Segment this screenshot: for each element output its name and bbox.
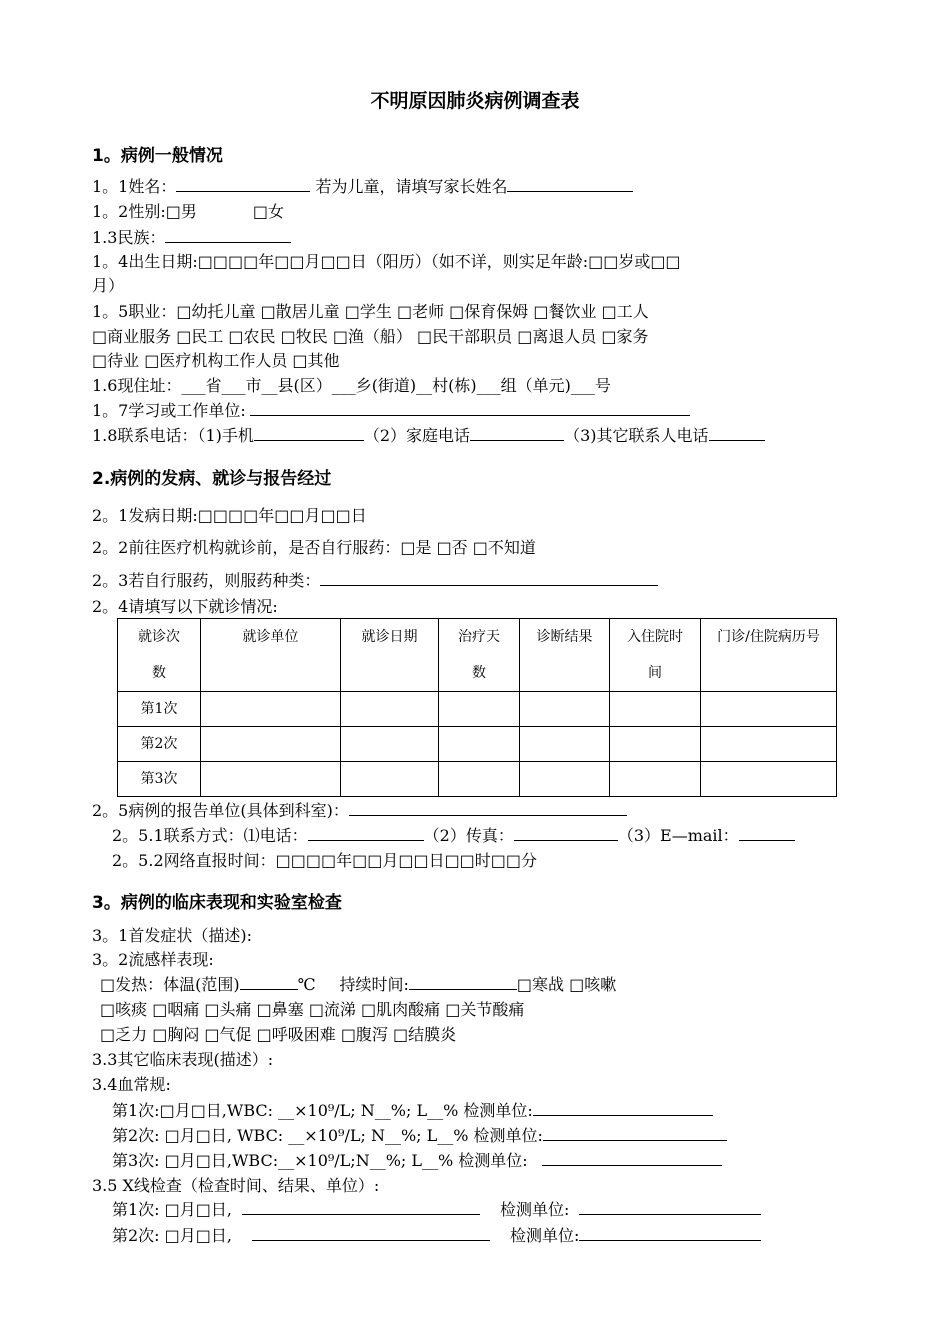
blood-test-3: [112, 1151, 722, 1171]
gender-male-option[interactable]: □男: [165, 202, 197, 221]
medication-type-label: 2。3若自行服药，则服药种类：: [92, 571, 321, 590]
occupation-row-2[interactable]: □商业服务 □民工 □农民 □牧民 □渔（船） □民干部职员 □离退人员 □家务: [92, 327, 649, 346]
table-cell[interactable]: [439, 727, 520, 762]
table-cell[interactable]: [610, 727, 701, 762]
contact-row: [112, 826, 795, 846]
gender-row: [92, 202, 284, 222]
section2-heading: 2.病例的发病、就诊与报告经过: [92, 469, 332, 489]
row-label: 第1次: [118, 692, 201, 727]
xray-1-result-field[interactable]: [242, 1200, 480, 1215]
blood-routine-label: 3.4血常规:: [92, 1075, 171, 1094]
table-cell[interactable]: [439, 762, 520, 797]
table-cell[interactable]: [341, 727, 439, 762]
table-cell[interactable]: [520, 727, 610, 762]
xray-row-1: [112, 1200, 761, 1220]
gender-label: 1。2性别:: [92, 202, 166, 221]
other-clinical-row[interactable]: 3.3其它临床表现(描述）:: [92, 1050, 274, 1069]
visit-table-header: [118, 619, 837, 692]
table-cell[interactable]: [201, 762, 341, 797]
blood-test-3-unit-field[interactable]: [542, 1151, 722, 1166]
table-row: [118, 762, 837, 797]
section3-heading: 3。病例的临床表现和实验室检查: [92, 893, 342, 913]
medication-type-field[interactable]: [320, 571, 658, 586]
self-medication-row[interactable]: 2。2前往医疗机构就诊前，是否自行服药：□是 □否 □不知道: [92, 538, 536, 557]
col-header-treatment-days: 治疗天 数: [439, 619, 520, 692]
workplace-label: 1。7学习或工作单位:: [92, 401, 246, 420]
onset-date-row[interactable]: 2。1发病日期:□□□□年□□月□□日: [92, 506, 367, 525]
home-phone-field[interactable]: [470, 426, 564, 441]
medication-type-row: [92, 571, 658, 591]
first-symptom-row[interactable]: 3。1首发症状（描述):: [92, 926, 252, 945]
contact-email-field[interactable]: [739, 826, 795, 841]
mobile-field[interactable]: [254, 426, 364, 441]
blood-test-2-text: 第2次: □月□日, WBC: __×10⁹/L; N__%; L__% 检测单位:: [112, 1126, 543, 1145]
ethnicity-label: 1.3民族：: [92, 228, 166, 247]
xray-row-2: [112, 1226, 761, 1246]
table-cell[interactable]: [201, 692, 341, 727]
occupation-row-3[interactable]: □待业 □医疗机构工作人员 □其他: [92, 351, 340, 370]
blood-test-1: [112, 1101, 713, 1121]
contact-fax-label: （2）传真：: [423, 826, 514, 845]
other-phone-field[interactable]: [709, 426, 765, 441]
contact-phone-field[interactable]: [308, 826, 424, 841]
row-label: 第3次: [118, 762, 201, 797]
gender-female-option[interactable]: □女: [252, 202, 285, 221]
xray-2-unit-label: 检测单位:: [509, 1226, 580, 1245]
workplace-field[interactable]: [250, 401, 690, 416]
table-cell[interactable]: [520, 762, 610, 797]
section1-heading: 1。病例一般情况: [92, 146, 223, 166]
xray-2-date[interactable]: 第2次: □月□日,: [112, 1226, 232, 1245]
table-cell[interactable]: [341, 762, 439, 797]
table-cell[interactable]: [610, 762, 701, 797]
row-label: 第2次: [118, 727, 201, 762]
table-cell[interactable]: [701, 727, 837, 762]
col-header-hospital: 就诊单位: [201, 619, 341, 692]
xray-2-result-field[interactable]: [252, 1226, 490, 1241]
col-header-record-no: 门诊/住院病历号: [701, 619, 837, 692]
symptoms-row-3[interactable]: □乏力 □胸闷 □气促 □呼吸困难 □腹泻 □结膜炎: [100, 1025, 457, 1044]
form-title: 不明原因肺炎病例调查表: [370, 90, 580, 112]
blood-test-2-unit-field[interactable]: [543, 1126, 727, 1141]
visit-intro: 2。4请填写以下就诊情况:: [92, 597, 278, 616]
blood-test-3-text: 第3次: □月□日,WBC:__×10⁹/L;N__%; L__% 检测单位:: [112, 1151, 528, 1170]
online-report-time-row[interactable]: 2。5.2网络直报时间：□□□□年□□月□□日□□时□□分: [112, 851, 538, 870]
xray-2-unit-field[interactable]: [579, 1226, 761, 1241]
table-cell[interactable]: [701, 762, 837, 797]
contact-fax-field[interactable]: [514, 826, 618, 841]
report-unit-label: 2。5病例的报告单位(具体到科室)：: [92, 801, 349, 820]
blood-test-1-unit-field[interactable]: [533, 1101, 713, 1116]
blood-test-1-text: 第1次:□月□日,WBC: __×10⁹/L; N__%; L__% 检测单位:: [112, 1101, 533, 1120]
table-row: [118, 692, 837, 727]
table-cell[interactable]: [610, 692, 701, 727]
col-header-visit-date: 就诊日期: [341, 619, 439, 692]
table-cell[interactable]: [701, 692, 837, 727]
table-cell[interactable]: [520, 692, 610, 727]
table-cell[interactable]: [201, 727, 341, 762]
flu-like-label: 3。2流感样表现:: [92, 950, 214, 969]
fever-unit: ℃: [297, 975, 316, 994]
contact-email-label: （3）E—mail：: [617, 826, 739, 845]
fever-label[interactable]: □发热：体温(范围): [100, 975, 240, 994]
occupation-row-1[interactable]: 1。5职业：□幼托儿童 □散居儿童 □学生 □老师 □保育保姆 □餐饮业 □工人: [92, 302, 649, 321]
mobile-label: 1.8联系电话：（1)手机: [92, 426, 254, 445]
address-row[interactable]: 1.6现住址：___省___市__县(区）___乡(街道)__村(栋)___组（单元)___号: [92, 376, 611, 395]
report-unit-row: [92, 801, 627, 821]
contact-phone-label: 2。5.1联系方式：⑴电话：: [112, 826, 308, 845]
name-label: 1。1姓名：: [92, 177, 177, 196]
blood-test-2: [112, 1126, 727, 1146]
name-row: [92, 177, 633, 197]
fever-tail-options[interactable]: □寒战 □咳嗽: [516, 975, 617, 994]
table-cell[interactable]: [439, 692, 520, 727]
visit-table: [117, 618, 837, 797]
ethnicity-field[interactable]: [165, 228, 291, 243]
col-header-visit-no: 就诊次 数: [118, 619, 201, 692]
col-header-diagnosis: 诊断结果: [520, 619, 610, 692]
parent-name-field[interactable]: [507, 177, 633, 192]
name-field[interactable]: [176, 177, 310, 192]
fever-row: [100, 975, 616, 995]
other-phone-label: （3)其它联系人电话: [564, 426, 709, 445]
home-phone-label: （2）家庭电话: [363, 426, 471, 445]
birth-date-row[interactable]: 1。4出生日期:□□□□年□□月□□日（阳历）（如不详，则实足年龄:□□岁或□□: [92, 252, 681, 271]
birth-date-row-cont: 月）: [92, 276, 125, 295]
parent-name-label: 若为儿童，请填写家长姓名: [315, 177, 508, 196]
symptoms-row-2[interactable]: □咳痰 □咽痛 □头痛 □鼻塞 □流涕 □肌肉酸痛 □关节酸痛: [100, 1000, 525, 1019]
xray-1-unit-field[interactable]: [579, 1200, 761, 1215]
xray-1-date[interactable]: 第1次: □月□日,: [112, 1200, 232, 1219]
table-row: [118, 727, 837, 762]
phone-row: [92, 426, 765, 446]
fever-temp-field[interactable]: [240, 975, 298, 990]
report-unit-field[interactable]: [349, 801, 627, 816]
workplace-row: [92, 401, 690, 421]
duration-field[interactable]: [409, 975, 517, 990]
xray-1-unit-label: 检测单位:: [499, 1200, 570, 1219]
table-cell[interactable]: [341, 692, 439, 727]
duration-label: 持续时间:: [339, 975, 409, 994]
col-header-admission-time: 入住院时 间: [610, 619, 701, 692]
xray-label: 3.5 X线检查（检查时间、结果、单位）:: [92, 1176, 380, 1195]
ethnicity-row: [92, 228, 291, 248]
